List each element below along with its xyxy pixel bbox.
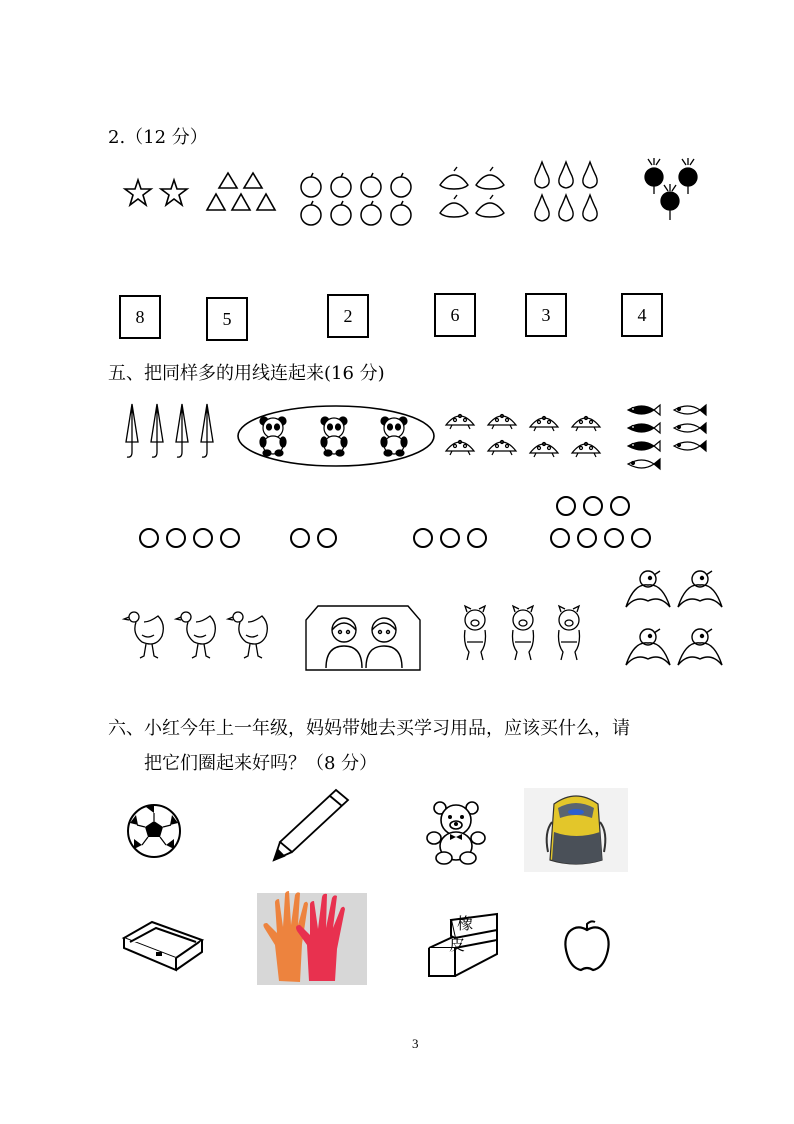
pencil-case-icon: [120, 918, 206, 974]
q5-title: 五、把同样多的用线连起来(16 分): [108, 363, 385, 384]
pencil-icon: [270, 788, 352, 864]
bird-icon-group: [622, 563, 726, 673]
q6-title-line2: 把它们圈起来好吗？（8 分）: [144, 753, 378, 774]
triangle-icon-group: [206, 171, 280, 213]
count-circle: [193, 528, 213, 548]
answer-box: 5: [206, 297, 248, 341]
answer-box: 3: [525, 293, 567, 337]
soccer-ball-icon: [126, 803, 182, 859]
radish-icon-group: [640, 157, 700, 223]
eraser-icon: [427, 908, 501, 980]
page-number: 3: [412, 1036, 419, 1051]
count-circle: [631, 528, 651, 548]
count-circle: [610, 496, 630, 516]
count-circle: [604, 528, 624, 548]
answer-box: 8: [119, 295, 161, 339]
count-circle: [440, 528, 460, 548]
orange-icon-group: [298, 171, 418, 229]
q6-title-line1: 六、小红今年上一年级，妈妈带她去买学习用品，应该买什么，请: [108, 718, 630, 739]
teddy-bear-icon: [424, 800, 488, 866]
count-circle: [220, 528, 240, 548]
count-circle: [577, 528, 597, 548]
count-circle: [556, 496, 576, 516]
count-circle: [166, 528, 186, 548]
panda-icon-group: [236, 404, 436, 468]
backpack-icon: [524, 788, 628, 872]
answer-box: 2: [327, 294, 369, 338]
fish-icon-group: [622, 402, 712, 474]
star-icon: [161, 180, 187, 205]
gloves-icon: [257, 893, 367, 985]
apple-icon: [564, 918, 610, 972]
mushroom-icon-group: [440, 405, 610, 463]
children-icon-group: [304, 602, 422, 672]
count-circle: [550, 528, 570, 548]
q2-title: 2.（12 分）: [108, 127, 208, 148]
count-circle: [413, 528, 433, 548]
peach-icon-group: [436, 163, 512, 221]
eraser-label-char: 橡: [457, 914, 474, 933]
eraser-label-char: 皮: [449, 935, 466, 954]
answer-box: 4: [621, 293, 663, 337]
count-circle: [317, 528, 337, 548]
count-circle: [467, 528, 487, 548]
count-circle: [583, 496, 603, 516]
star-icon-group: [125, 178, 189, 208]
umbrella-icon-group: [120, 402, 224, 462]
hen-icon-group: [120, 605, 280, 673]
answer-box: 6: [434, 293, 476, 337]
pear-icon-group: [530, 157, 602, 227]
star-icon: [125, 180, 151, 205]
pig-icon-group: [453, 604, 593, 670]
count-circle: [139, 528, 159, 548]
count-circle: [290, 528, 310, 548]
